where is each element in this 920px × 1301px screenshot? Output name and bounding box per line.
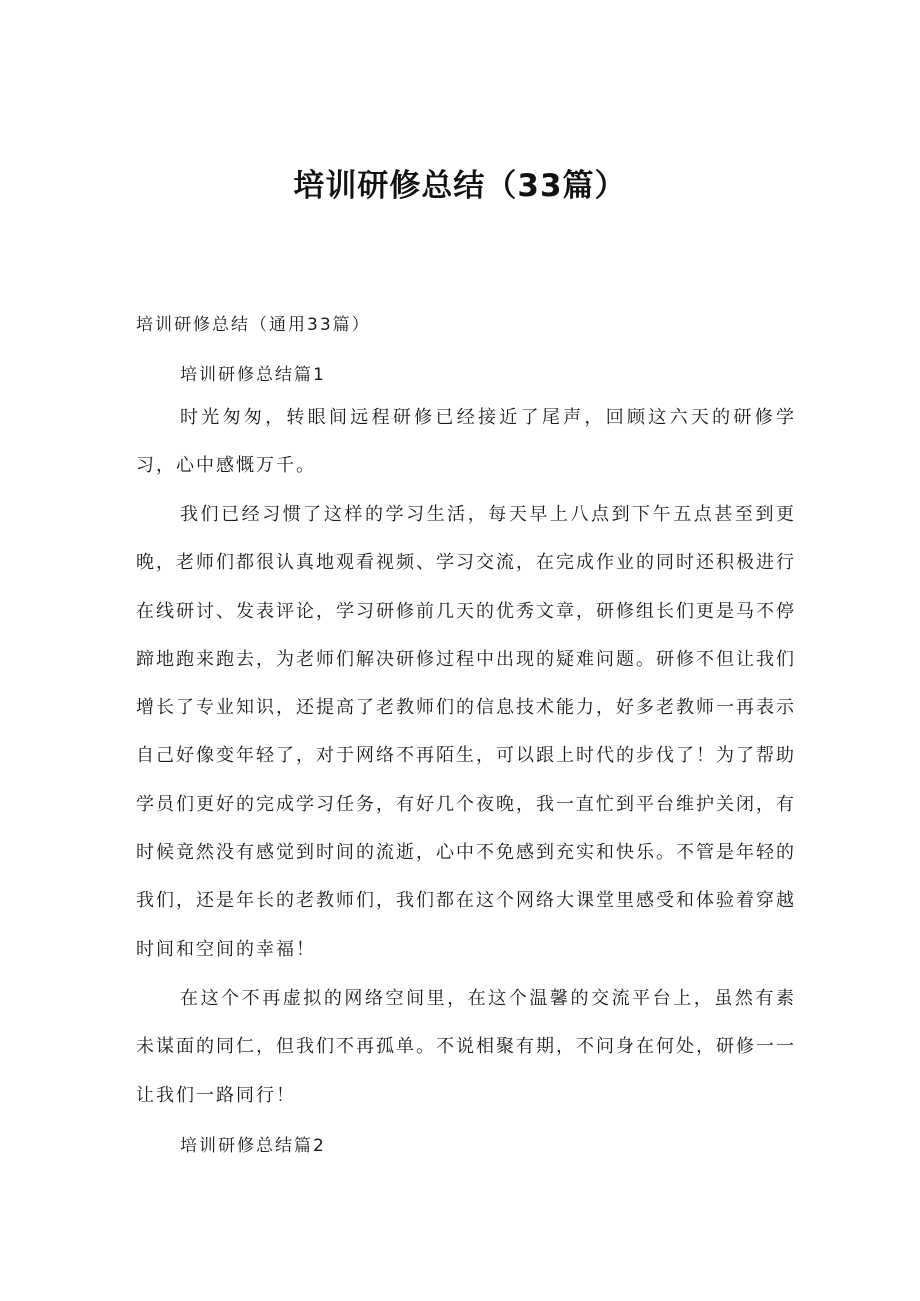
paragraph-1: 时光匆匆，转眼间远程研修已经接近了尾声，回顾这六天的研修学习，心中感慨万千。 <box>136 407 796 477</box>
section-heading-1: 培训研修总结篇1 <box>180 365 326 385</box>
document-subtitle: 培训研修总结（通用33篇） <box>136 315 371 335</box>
paragraph-3: 在这个不再虚拟的网络空间里，在这个温馨的交流平台上，虽然有素未谋面的同仁，但我们不再孤单。不说相聚有期，不问身在何处，研修一一让我们一路同行！ <box>136 988 796 1106</box>
document-title: 培训研修总结（33篇） <box>293 168 627 204</box>
paragraph-2: 我们已经习惯了这样的学习生活，每天早上八点到下午五点甚至到更晚，老师们都很认真地观看视频、学习交流，在完成作业的同时还积极进行在线研讨、发表评论，学习研修前几天的优秀文章，研修组长们更是马不停蹄地跑来跑去，为老师们解决研修过程中出现的疑难问题。研修不但让我们增长了专业知识，还提高了老教师们的信息技术能力，好多老教师一再表示自己好像变年轻了，对于网络不再陌生，可以跟上时代的步伐了！为了帮助学员们更好的完成学习任务，有好几个夜晚，我一直忙到平台维护关闭，有时候竟然没有感觉到时间的流逝，心中不免感到充实和快乐。不管是年轻的我们，还是年长的老教师们，我们都在这个网络大课堂里感受和体验着穿越时间和空间的幸福！ <box>136 504 796 960</box>
section-heading-2: 培训研修总结篇2 <box>180 1136 326 1156</box>
